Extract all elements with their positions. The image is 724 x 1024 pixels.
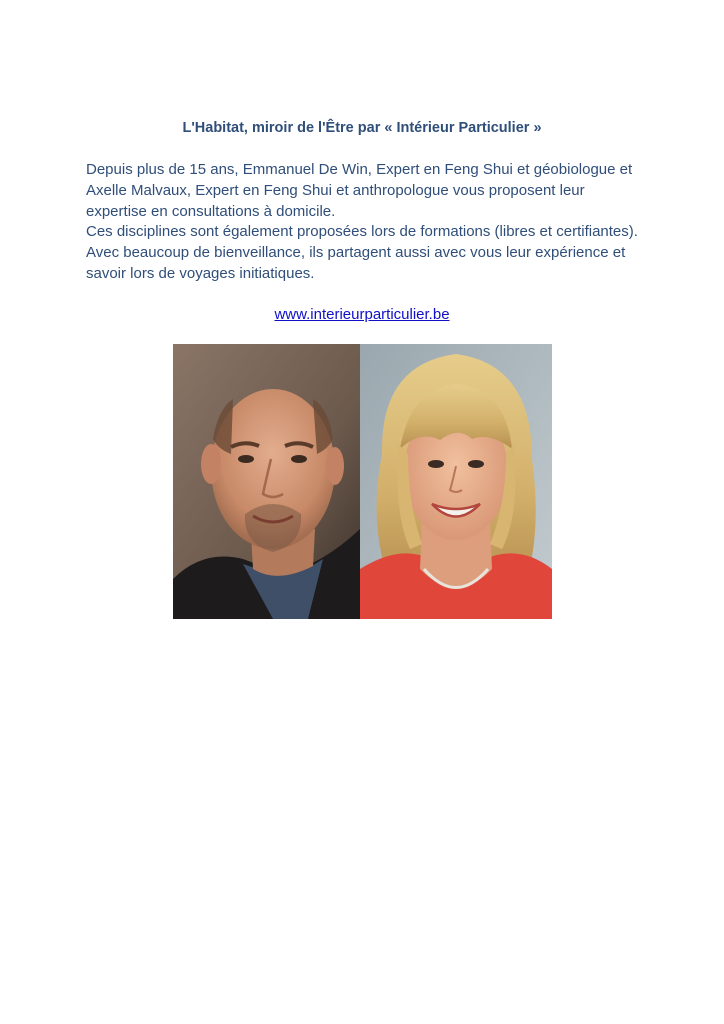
paragraph-experts: Depuis plus de 15 ans, Emmanuel De Win, Expert en Feng Shui et géobiologue et Axelle Malvaux, Expert en Feng Shui et anthropologue vous proposent leur expertise en consultations à domicile. [86, 161, 633, 220]
intro-text [86, 160, 646, 285]
portrait-man-photo [173, 344, 360, 619]
website-link[interactable]: www.interieurparticulier.be [274, 306, 450, 323]
page-title: L'Habitat, miroir de l'Être par « Intérieur Particulier » [182, 120, 542, 136]
portrait-woman-image [360, 344, 552, 619]
website-link-container [0, 306, 724, 323]
portrait-man-image [173, 344, 360, 619]
paragraph-disciplines: Ces disciplines sont également proposées lors de formations (libres et certifiantes). Avec beaucoup de bienveillance, ils partagent aussi avec vous leur expérience et savoir lors de voyages initiatiques. [86, 223, 638, 282]
portrait-photos [173, 344, 552, 619]
portrait-woman-photo [360, 344, 552, 619]
